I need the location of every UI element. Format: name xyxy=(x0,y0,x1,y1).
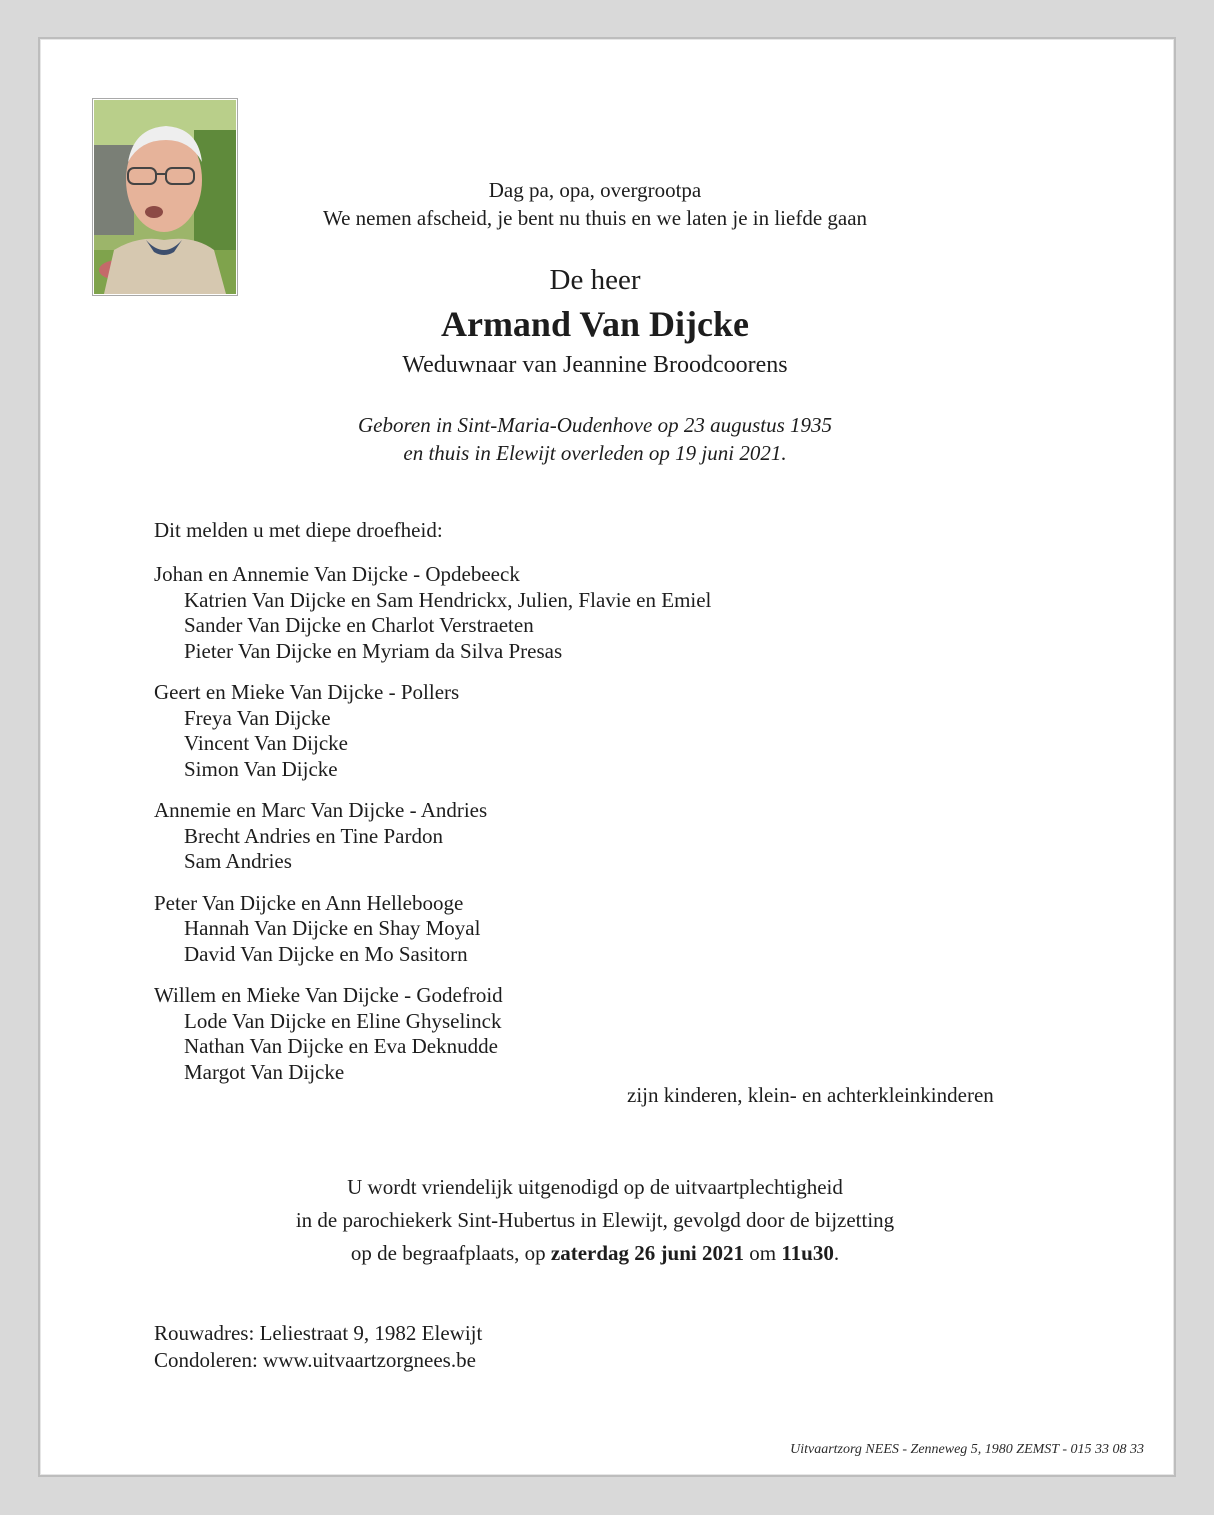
contact-info xyxy=(154,1320,482,1374)
intro-text xyxy=(40,176,1150,232)
family-member: Margot Van Dijcke xyxy=(184,1059,345,1084)
invitation-line-1: U wordt vriendelijk uitgenodigd op de uitvaartplechtigheid xyxy=(347,1175,843,1199)
family-list xyxy=(154,518,711,1101)
invitation-line-3 xyxy=(40,1237,1150,1270)
family-member: Katrien Van Dijcke en Sam Hendrickx, Julien, Flavie en Emiel xyxy=(184,587,712,612)
family-group xyxy=(154,983,711,1085)
family-head: Geert en Mieke Van Dijcke - Pollers xyxy=(154,680,460,704)
invitation-line-3-pre: op de begraafplaats, op xyxy=(350,1241,551,1265)
funeral-time: 11u30 xyxy=(781,1241,834,1265)
deceased-name: Armand Van Dijcke xyxy=(440,304,750,344)
family-group xyxy=(154,562,711,664)
intro-line-2: We nemen afscheid, je bent nu thuis en we laten je in liefde gaan xyxy=(322,206,868,230)
invitation-line-2: in de parochiekerk Sint-Hubertus in Elewijt, gevolgd door de bijzetting xyxy=(295,1208,895,1232)
family-group xyxy=(154,798,711,875)
birth-line: Geboren in Sint-Maria-Oudenhove op 23 augustus 1935 xyxy=(358,413,832,437)
death-line: en thuis in Elewijt overleden op 19 juni 2021. xyxy=(403,441,787,465)
family-member: Pieter Van Dijcke en Myriam da Silva Presas xyxy=(184,638,563,663)
condolence-website: Condoleren: www.uitvaartzorgnees.be xyxy=(154,1348,476,1372)
invitation-line-3-mid: om xyxy=(743,1241,782,1265)
family-member: Vincent Van Dijcke xyxy=(184,731,348,755)
mourning-address: Rouwadres: Leliestraat 9, 1982 Elewijt xyxy=(154,1321,483,1345)
widower-line: Weduwnaar van Jeannine Broodcoorens xyxy=(402,352,788,378)
undertaker-footer: Uitvaartzorg NEES - Zenneweg 5, 1980 ZEMST - 015 33 08 33 xyxy=(790,1442,1144,1457)
funeral-invitation xyxy=(40,1171,1150,1270)
funeral-date: zaterdag 26 juni 2021 xyxy=(550,1241,744,1265)
obituary-card xyxy=(38,37,1176,1477)
honorific: De heer xyxy=(549,264,641,296)
family-member: Nathan Van Dijcke en Eva Deknudde xyxy=(184,1034,498,1058)
family-member: David Van Dijcke en Mo Sasitorn xyxy=(184,941,468,966)
invitation-line-3-end: . xyxy=(833,1241,840,1265)
family-head: Willem en Mieke Van Dijcke - Godefroid xyxy=(154,983,503,1007)
birth-death-info xyxy=(40,411,1150,467)
family-group xyxy=(154,891,711,968)
family-member: Simon Van Dijcke xyxy=(184,756,338,781)
family-member: Freya Van Dijcke xyxy=(184,705,331,730)
family-member: Lode Van Dijcke en Eline Ghyselinck xyxy=(184,1008,502,1033)
family-member: Brecht Andries en Tine Pardon xyxy=(184,823,443,848)
family-head: Annemie en Marc Van Dijcke - Andries xyxy=(154,798,488,822)
family-member: Hannah Van Dijcke en Shay Moyal xyxy=(184,916,481,940)
family-member: Sam Andries xyxy=(184,849,292,873)
intro-line-1: Dag pa, opa, overgrootpa xyxy=(488,178,702,202)
family-head: Johan en Annemie Van Dijcke - Opdebeeck xyxy=(154,562,520,586)
family-group xyxy=(154,680,711,782)
family-member: Sander Van Dijcke en Charlot Verstraeten xyxy=(184,613,534,637)
announcement-text: Dit melden u met diepe droefheid: xyxy=(154,518,443,542)
family-head: Peter Van Dijcke en Ann Hellebooge xyxy=(154,890,464,915)
closing-line: zijn kinderen, klein- en achterkleinkinderen xyxy=(627,1083,994,1107)
